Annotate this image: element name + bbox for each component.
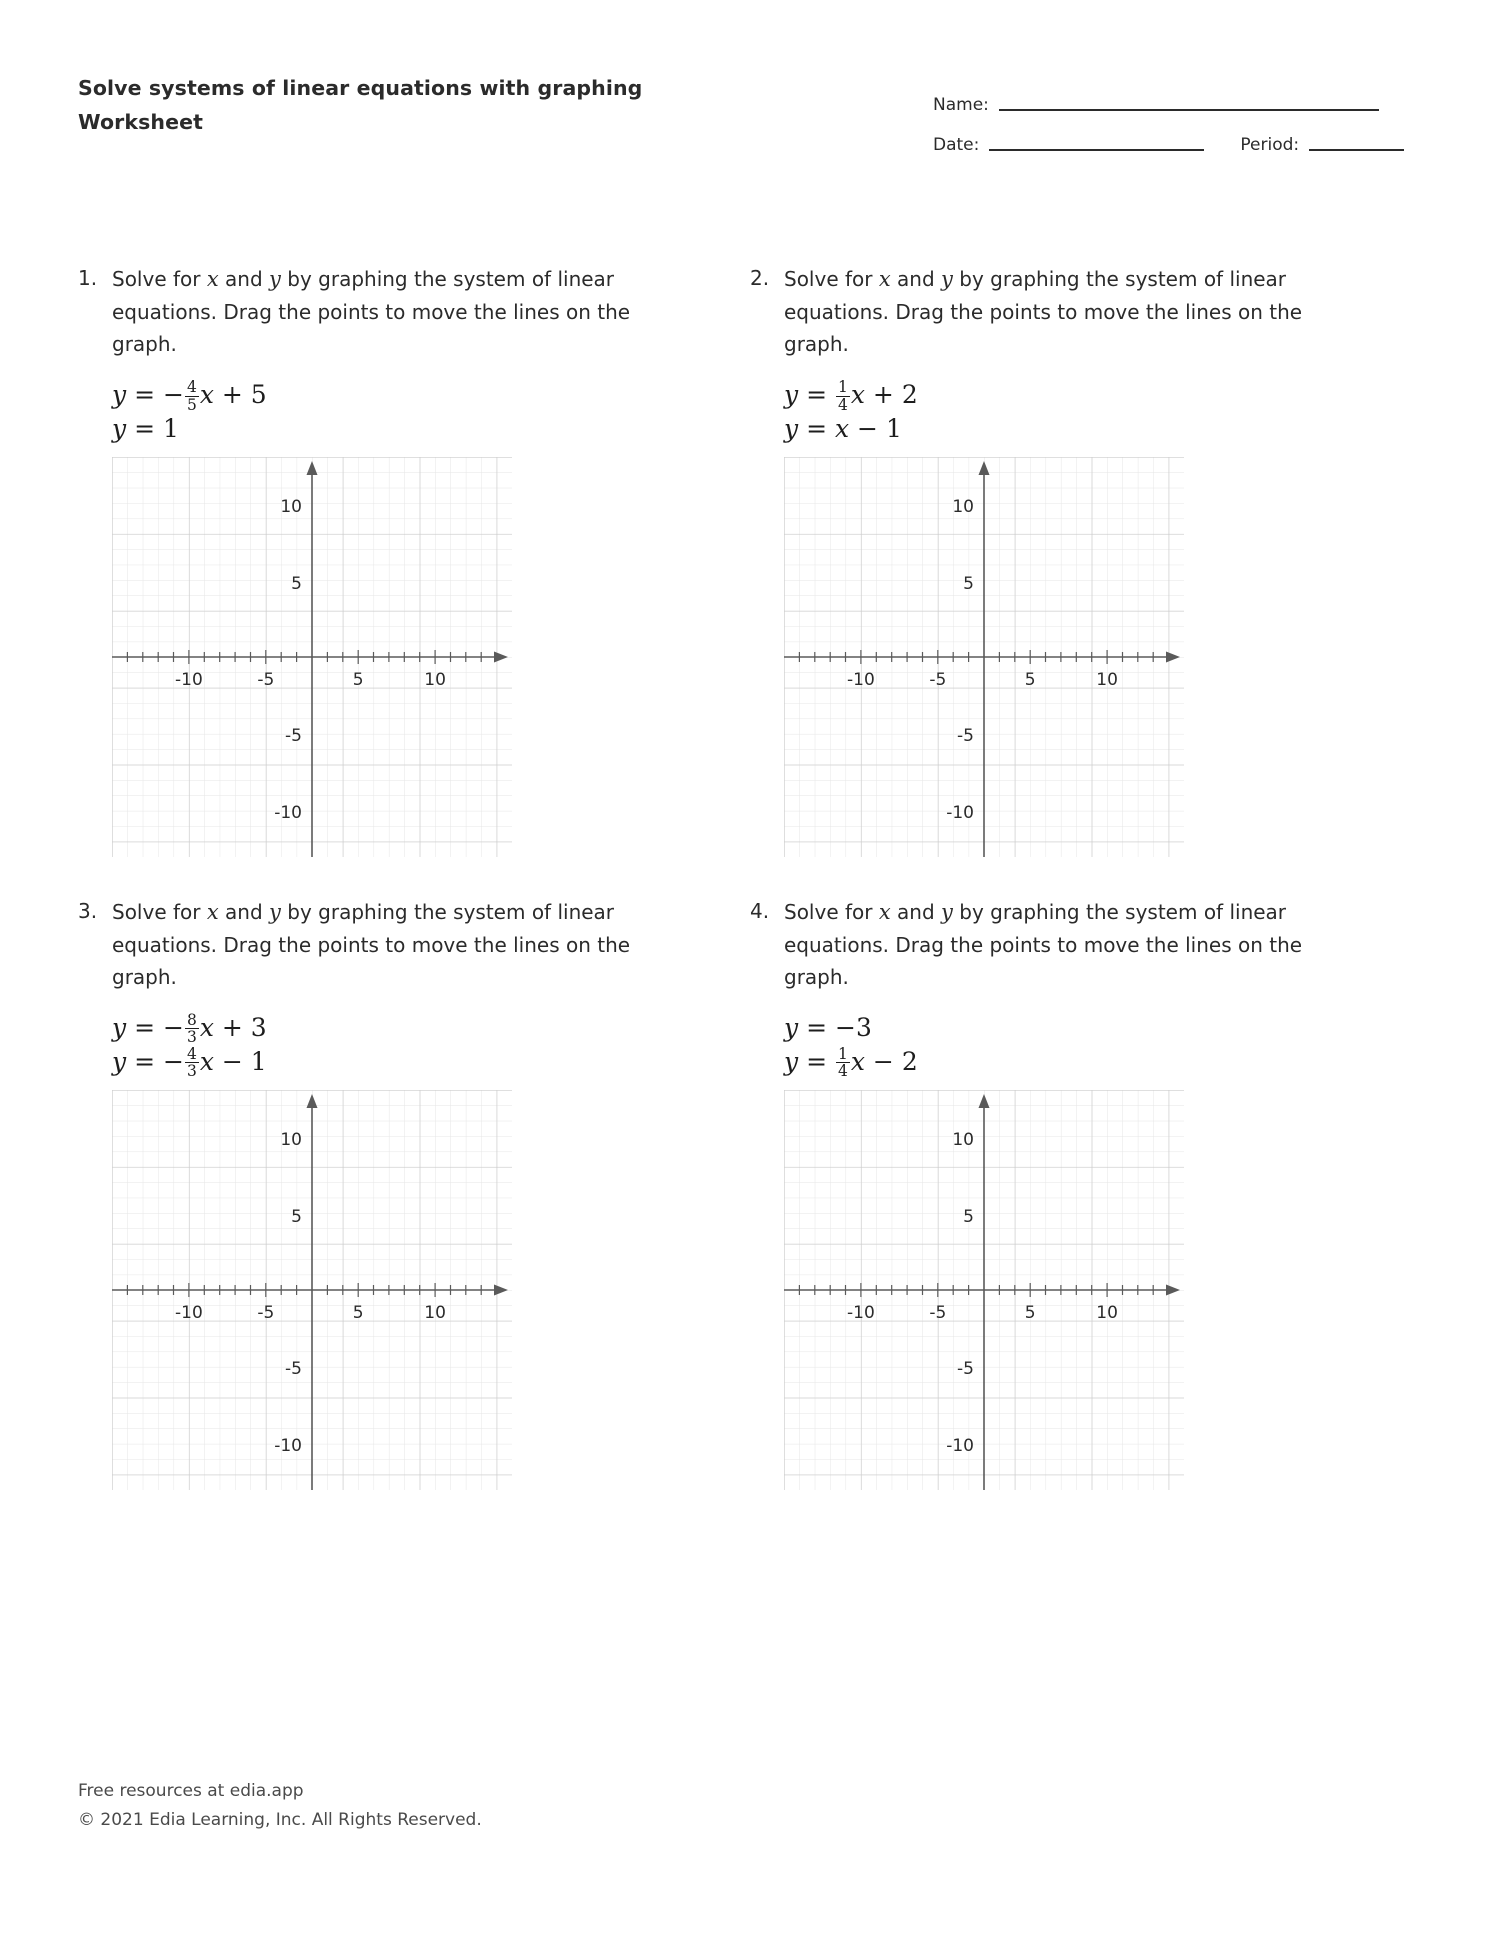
equation-system [784,379,1382,447]
problem-number: 2. [750,266,770,290]
equation-1: y = − $\frac{8}{3}$ x + 3 [112,1010,267,1047]
equation-2: y = $\frac{1}{4}$ x − 2 [784,1044,918,1081]
problem-prompt [784,262,1314,361]
svg-text:-10: -10 [946,802,974,823]
prompt-mid: and [890,899,942,924]
prompt-mid: and [218,899,270,924]
graph-svg[interactable] [784,457,1184,857]
problem-number: 3. [78,898,98,923]
svg-text:-5: -5 [285,725,302,746]
svg-text:-10: -10 [175,1302,203,1323]
problem-prompt [784,895,1314,994]
svg-text:-5: -5 [929,669,947,690]
svg-text:5: 5 [963,573,974,594]
problems-grid [78,262,1422,1490]
graph-svg[interactable] [112,1090,512,1490]
problem-prompt [112,262,642,361]
page-footer [78,1777,482,1837]
coordinate-graph-2[interactable] [784,457,1382,857]
svg-text:-10: -10 [175,669,203,690]
svg-text:10: 10 [424,669,446,690]
problem-row-1 [78,262,1422,857]
equation-system [112,1012,710,1080]
equation-2: y = x − 1 [784,413,902,443]
coordinate-graph-1[interactable] [112,457,710,857]
svg-text:5: 5 [291,573,302,594]
svg-text:5: 5 [352,669,364,690]
svg-text:5: 5 [291,1206,302,1227]
problem-number: 4. [750,898,770,923]
svg-text:-5: -5 [957,1358,974,1379]
problem-1 [78,262,750,857]
svg-text:-10: -10 [946,1435,974,1456]
svg-text:10: 10 [1096,669,1118,690]
graph-svg[interactable] [784,1090,1184,1490]
name-input-line[interactable] [999,109,1379,111]
svg-text:-5: -5 [957,725,974,746]
svg-text:-10: -10 [274,802,302,823]
problem-row-2 [78,895,1422,1490]
equation-1: y = −3 [784,1012,872,1042]
problem-3 [78,895,750,1490]
problem-prompt [112,895,642,994]
svg-text:-5: -5 [285,1358,302,1379]
date-input-line[interactable] [989,149,1204,151]
name-label: Name: [933,95,989,115]
coordinate-graph-4[interactable] [784,1090,1382,1490]
problem-4 [750,895,1422,1490]
prompt-post: by graphing the system of linear equations. Drag the points to move the lines on the graph. [112,267,631,357]
equation-1: y = − $\frac{4}{5}$ x + 5 [112,377,267,414]
svg-text:10: 10 [280,1129,302,1150]
equation-2: y = 1 [112,413,179,443]
prompt-pre: Solve for [784,899,879,924]
equation-2: y = − $\frac{4}{3}$ x − 1 [112,1044,267,1081]
prompt-pre: Solve for [112,267,207,291]
prompt-variable-x: x [206,267,219,291]
equation-system [112,379,710,447]
svg-text:5: 5 [1024,1302,1036,1323]
prompt-variable-x: x [206,899,219,924]
coordinate-graph-3[interactable] [112,1090,710,1490]
prompt-variable-y: y [941,899,953,924]
svg-text:10: 10 [1096,1302,1118,1323]
prompt-post: by graphing the system of linear equations. Drag the points to move the lines on the graph. [784,899,1303,990]
prompt-mid: and [218,267,270,291]
prompt-pre: Solve for [112,899,207,924]
student-info-block [933,76,1493,156]
equation-system [784,1012,1382,1080]
svg-text:-5: -5 [257,1302,275,1323]
svg-text:10: 10 [952,1129,974,1150]
name-row [933,76,1493,116]
date-label: Date: [933,135,980,155]
equation-1: y = $\frac{1}{4}$ x + 2 [784,377,918,414]
svg-text:10: 10 [952,496,974,517]
prompt-post: by graphing the system of linear equations. Drag the points to move the lines on the graph. [112,899,631,990]
svg-text:-5: -5 [257,669,275,690]
prompt-post: by graphing the system of linear equations. Drag the points to move the lines on the graph. [784,267,1303,357]
prompt-variable-x: x [878,267,891,291]
svg-text:5: 5 [1024,669,1036,690]
prompt-variable-y: y [269,899,281,924]
problem-number: 1. [78,266,98,290]
footer-resources-text: Free resources at edia.app [78,1780,304,1801]
graph-svg[interactable] [112,457,512,857]
prompt-pre: Solve for [784,267,879,291]
svg-text:-5: -5 [929,1302,947,1323]
svg-text:10: 10 [280,496,302,517]
date-period-row [933,116,1493,156]
prompt-variable-y: y [269,267,281,291]
page-title: Solve systems of linear equations with graphing Worksheet [78,76,643,134]
prompt-mid: and [890,267,942,291]
prompt-variable-x: x [878,899,891,924]
prompt-variable-y: y [941,267,953,291]
period-label: Period: [1240,135,1300,155]
footer-copyright-text: © 2021 Edia Learning, Inc. All Rights Reserved. [78,1810,482,1831]
svg-text:-10: -10 [847,669,875,690]
svg-text:5: 5 [963,1206,974,1227]
svg-text:-10: -10 [847,1302,875,1323]
svg-text:5: 5 [352,1302,364,1323]
svg-text:10: 10 [424,1302,446,1323]
svg-text:-10: -10 [274,1435,302,1456]
problem-2 [750,262,1422,857]
worksheet-header [78,72,1422,162]
period-input-line[interactable] [1309,149,1404,151]
